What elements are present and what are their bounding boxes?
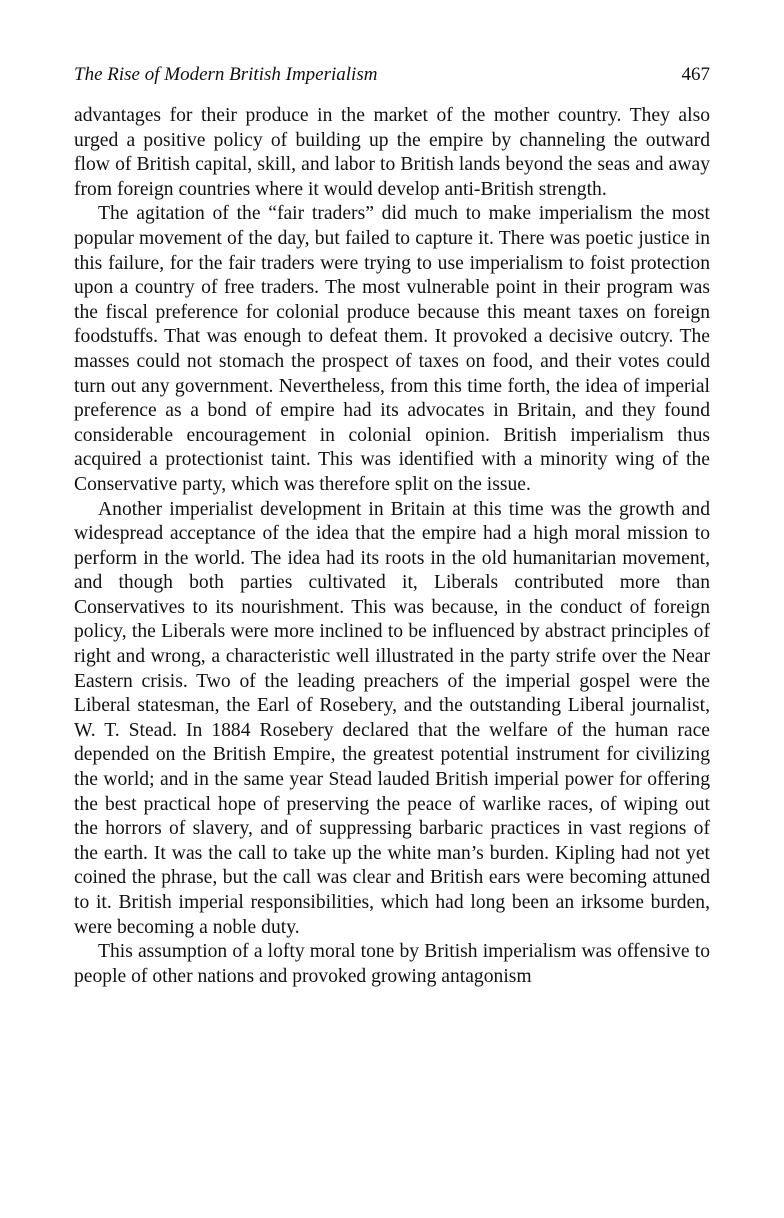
paragraph-lofty-tone: This assumption of a lofty moral tone by British imperialism was offensive to people of other nations and provoked growing antagonism <box>74 941 710 987</box>
running-title: The Rise of Modern British Imperialism <box>74 64 378 85</box>
paragraph-moral-mission: Another imperialist development in Britain at this time was the growth and widespread acceptance of the idea that the empire had a high moral mission to perform in the world. The idea had its roots in the old humanitarian movement, and though both parties cultivated it, Liberals contributed more than Conservatives to its nourishment. This was because, in the conduct of foreign policy, the Liberals were more inclined to be influenced by abstract principles of right and wrong, a characteristic well illustrated in the party strife over the Near Eastern crisis. Two of the leading preachers of the imperial gospel were the Liberal statesman, the Earl of Rosebery, and the outstanding Liberal journalist, W. T. Stead. In 1884 Rosebery declared that the welfare of the human race depended on the British Empire, the greatest potential instrument for civilizing the world; and in the same year Stead lauded British imperial power for offering the best practical hope of preserving the peace of warlike races, of wiping out the horrors of slavery, and of suppressing barbaric practices in vast regions of the earth. It was the call to take up the white man’s burden. Kipling had not yet coined the phrase, but the call was clear and British ears were becoming attuned to it. British imperial responsibilities, which had long been an irksome burden, were becoming a noble duty. <box>74 498 710 938</box>
body-text <box>74 104 710 989</box>
paragraph-continuation: advantages for their produce in the market of the mother country. They also urged a positive policy of building up the empire by channeling the outward flow of British capital, skill, and labor to British lands beyond the seas and away from foreign countries where it would develop anti-British strength. <box>74 105 710 200</box>
page-number: 467 <box>681 64 710 85</box>
running-head <box>74 64 710 92</box>
paragraph-fair-traders: The agitation of the “fair traders” did much to make imperialism the most popular movement of the day, but failed to capture it. There was poetic justice in this failure, for the fair traders were trying to use imperialism to foist protection upon a country of free traders. The most vulnerable point in their program was the fiscal preference for colonial produce because this meant taxes on foreign foodstuffs. That was enough to defeat them. It provoked a decisive outcry. The masses could not stomach the prospect of taxes on food, and their votes could turn out any government. Nevertheless, from this time forth, the idea of imperial preference as a bond of empire had its advocates in Britain, and they found considerable encouragement in colonial opinion. British imperialism thus acquired a protectionist taint. This was identified with a minority wing of the Conservative party, which was therefore split on the issue. <box>74 203 710 495</box>
